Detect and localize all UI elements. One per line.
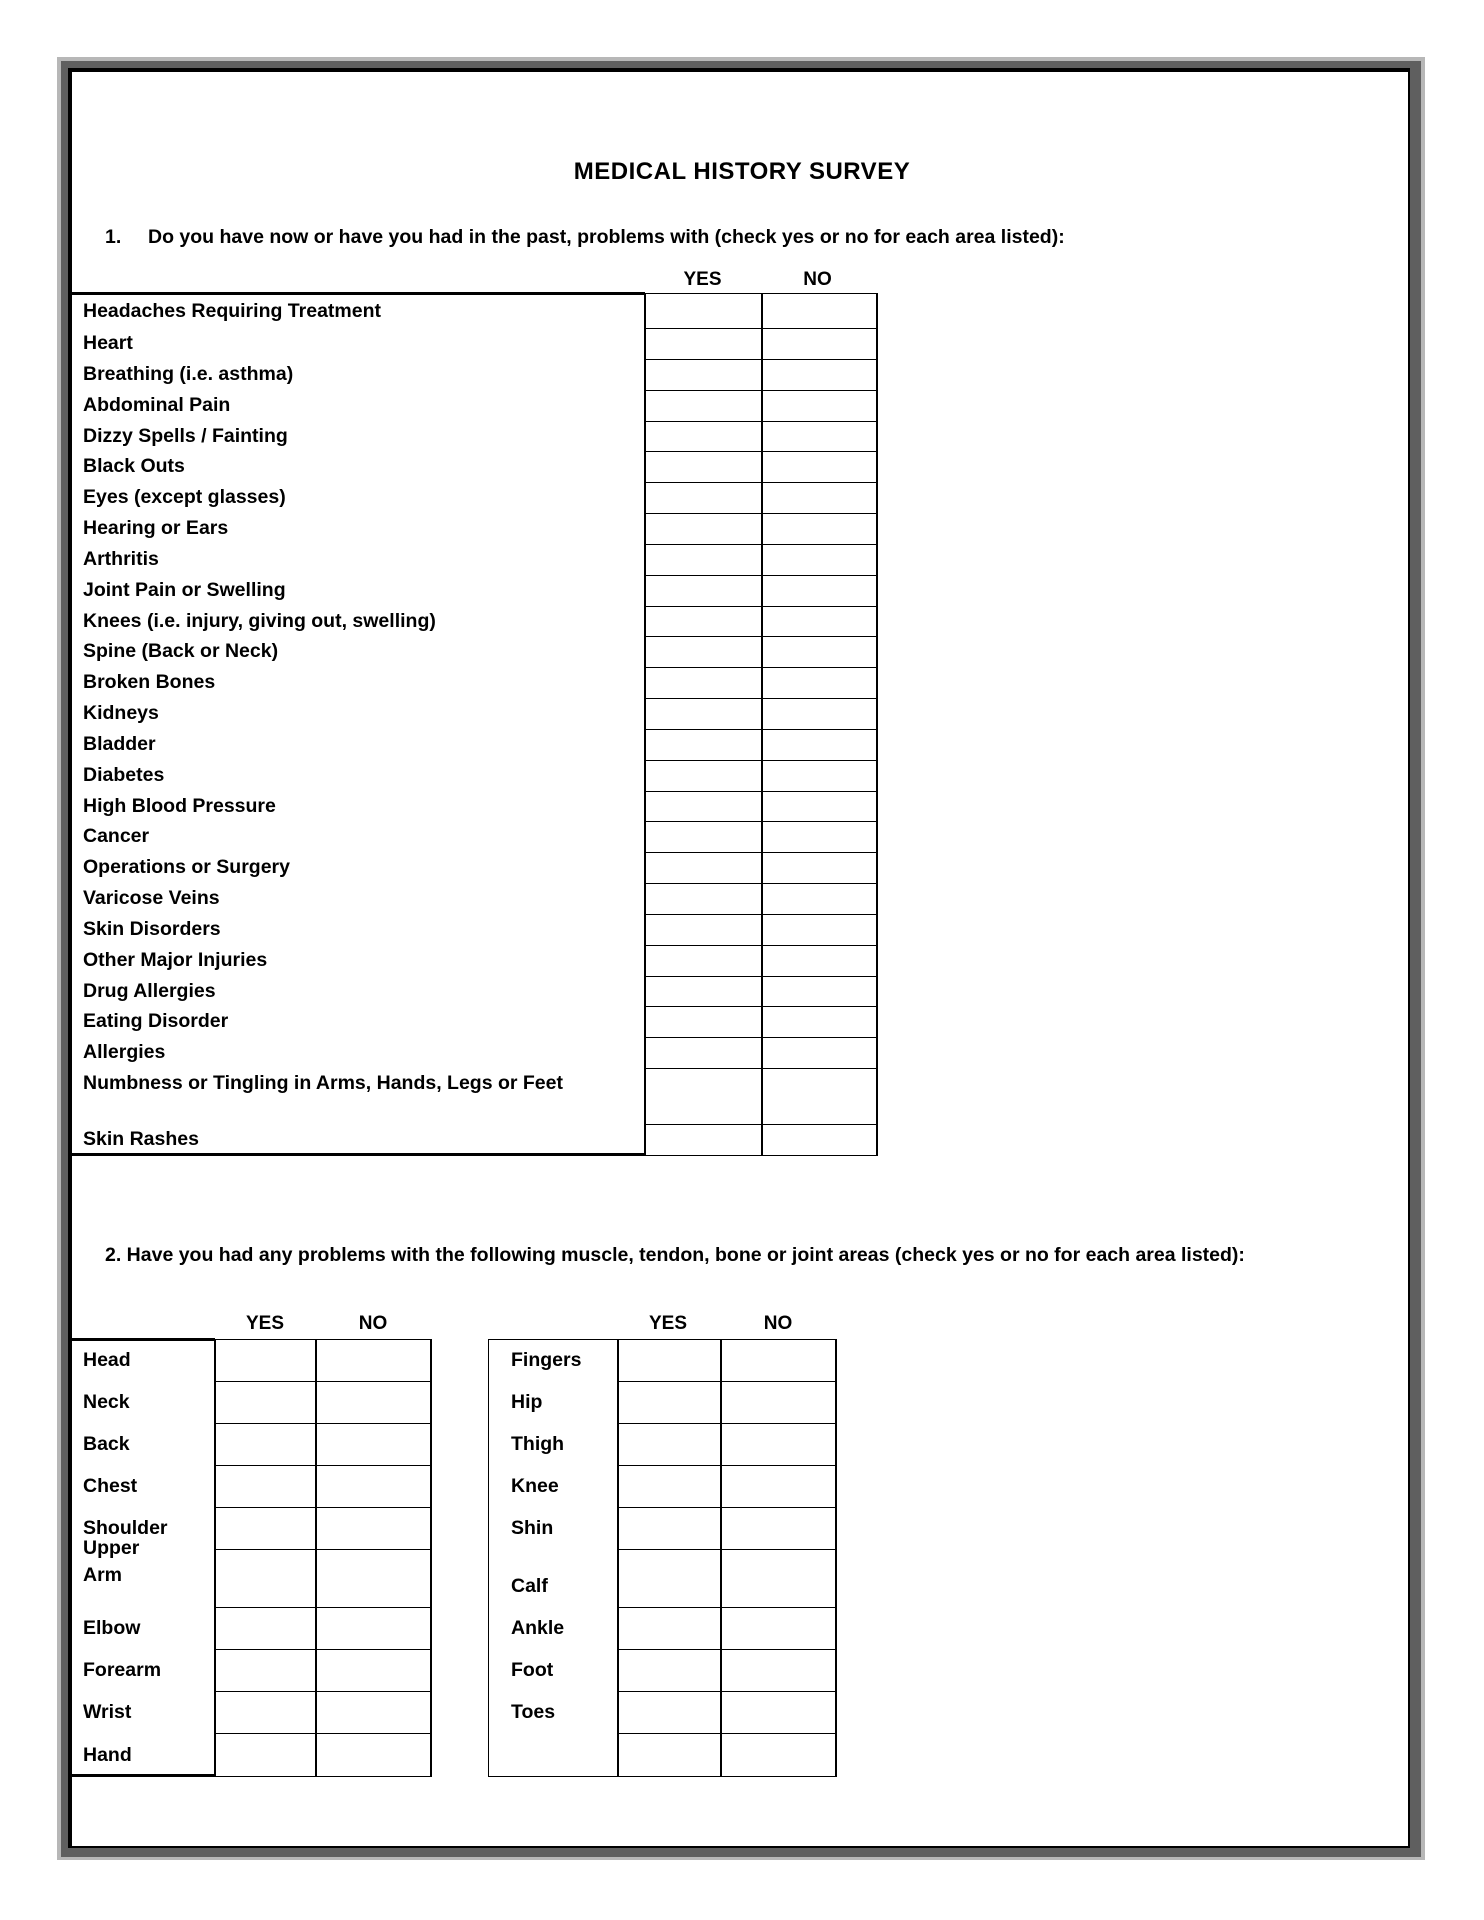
section1-item-label: Headaches Requiring Treatment [83, 300, 382, 322]
section1-row [644, 293, 878, 328]
section1-item-label: Arthritis [83, 547, 159, 570]
yes-checkbox[interactable] [644, 390, 761, 421]
section2-row [214, 1465, 432, 1507]
yes-checkbox[interactable] [644, 482, 761, 513]
section1-item-label: Spine (Back or Neck) [83, 640, 279, 663]
no-checkbox[interactable] [315, 1607, 432, 1649]
no-checkbox[interactable] [761, 729, 878, 760]
section2-row [214, 1381, 432, 1423]
section2-question: 2. Have you had any problems with the following muscle, tendon, bone or joint areas (check yes or no for each area listed): [105, 1244, 1245, 1266]
section1-item-label: Drug Allergies [83, 979, 216, 1002]
section2-item-label: Elbow [83, 1617, 141, 1639]
section1-row [644, 606, 878, 637]
yes-checkbox[interactable] [617, 1465, 720, 1507]
no-checkbox[interactable] [761, 667, 878, 698]
no-checkbox[interactable] [761, 976, 878, 1007]
section2-grid-bottom-line [617, 1776, 837, 1777]
no-checkbox[interactable] [761, 791, 878, 822]
section1-row [644, 976, 878, 1007]
section2-row [214, 1607, 432, 1649]
section2-item-label: Neck [83, 1391, 130, 1413]
section1-item-label: Dizzy Spells / Fainting [83, 424, 288, 447]
yes-checkbox[interactable] [644, 667, 761, 698]
no-checkbox[interactable] [315, 1549, 432, 1607]
yes-checkbox[interactable] [644, 760, 761, 791]
yes-checkbox[interactable] [617, 1733, 720, 1776]
section1-row [644, 821, 878, 852]
yes-checkbox[interactable] [644, 729, 761, 760]
section1-item-label: Eyes (except glasses) [83, 486, 286, 509]
yes-checkbox[interactable] [617, 1691, 720, 1733]
yes-checkbox[interactable] [214, 1691, 315, 1733]
no-checkbox[interactable] [761, 606, 878, 637]
no-checkbox[interactable] [720, 1381, 837, 1423]
section1-item-label: Knees (i.e. injury, giving out, swelling) [83, 609, 436, 632]
yes-checkbox[interactable] [214, 1465, 315, 1507]
section2-item-label: Calf [511, 1575, 548, 1597]
no-checkbox[interactable] [761, 945, 878, 976]
section1-grid-bottom-line [644, 1155, 878, 1156]
yes-checkbox[interactable] [214, 1423, 315, 1465]
section1-item-label: Hearing or Ears [83, 517, 229, 540]
section2-row [617, 1549, 837, 1607]
section2-row [214, 1507, 432, 1549]
no-checkbox[interactable] [761, 852, 878, 883]
yes-checkbox[interactable] [644, 636, 761, 667]
section1-question [105, 226, 1065, 249]
section1-row [644, 667, 878, 698]
yes-checkbox[interactable] [617, 1649, 720, 1691]
yes-checkbox[interactable] [644, 359, 761, 390]
yes-checkbox[interactable] [644, 914, 761, 945]
yes-checkbox[interactable] [617, 1423, 720, 1465]
yes-checkbox[interactable] [644, 293, 761, 328]
yes-checkbox[interactable] [214, 1507, 315, 1549]
section1-row [644, 482, 878, 513]
yes-checkbox[interactable] [644, 791, 761, 822]
yes-checkbox[interactable] [644, 852, 761, 883]
no-checkbox[interactable] [761, 914, 878, 945]
no-checkbox[interactable] [315, 1507, 432, 1549]
section1-row [644, 760, 878, 791]
section2-item-label: Thigh [511, 1433, 565, 1455]
section1-row [644, 852, 878, 883]
no-checkbox[interactable] [761, 636, 878, 667]
section1-item-label: Numbness or Tingling in Arms, Hands, Legs or Feet [83, 1072, 563, 1095]
section2-item-label: Toes [511, 1701, 556, 1723]
section2-row [214, 1339, 432, 1381]
section1-item-label: Operations or Surgery [83, 856, 290, 879]
yes-checkbox[interactable] [644, 451, 761, 482]
section2-item-label: Upper Arm [83, 1537, 140, 1586]
no-checkbox[interactable] [761, 390, 878, 421]
section1-item-label: Heart [83, 332, 133, 354]
section1-number: 1. [105, 226, 122, 248]
section1-row [644, 359, 878, 390]
section1-row [644, 1124, 878, 1155]
section1-row [644, 791, 878, 822]
yes-checkbox[interactable] [644, 1068, 761, 1124]
yes-checkbox[interactable] [214, 1339, 315, 1381]
section2-row [214, 1423, 432, 1465]
section1-item-label: Skin Disorders [83, 917, 221, 940]
section1-item-label: Varicose Veins [83, 887, 220, 910]
no-checkbox[interactable] [761, 328, 878, 359]
no-checkbox[interactable] [761, 1068, 878, 1124]
section2-row [617, 1339, 837, 1381]
section1-question-text: Do you have now or have you had in the past, problems with (check yes or no for each area listed): [148, 226, 1065, 248]
section2-row [214, 1649, 432, 1691]
section1-row [644, 883, 878, 914]
section1-item-label: Broken Bones [83, 671, 216, 694]
no-checkbox[interactable] [761, 544, 878, 575]
section2-row [617, 1691, 837, 1733]
no-checkbox[interactable] [315, 1381, 432, 1423]
section2-item-label: Hand [83, 1744, 132, 1766]
section2-item-label: Wrist [83, 1701, 132, 1723]
section1-item-label: Skin Rashes [83, 1128, 199, 1151]
no-checkbox[interactable] [761, 1124, 878, 1155]
no-checkbox[interactable] [761, 1037, 878, 1068]
section2-row [617, 1733, 837, 1776]
yes-checkbox[interactable] [644, 328, 761, 359]
section2-item-label: Hip [511, 1391, 543, 1413]
section2-grid-bottom-line [214, 1776, 432, 1777]
section2-item-label: Back [83, 1433, 130, 1455]
yes-checkbox[interactable] [644, 421, 761, 452]
section2-item-label: Fingers [511, 1349, 582, 1371]
no-checkbox[interactable] [761, 698, 878, 729]
section2-row [617, 1507, 837, 1549]
no-checkbox[interactable] [720, 1733, 837, 1776]
no-checkbox[interactable] [315, 1339, 432, 1381]
section2-row [617, 1465, 837, 1507]
section1-row [644, 544, 878, 575]
no-checkbox[interactable] [720, 1339, 837, 1381]
yes-checkbox[interactable] [644, 1037, 761, 1068]
no-checkbox[interactable] [761, 760, 878, 791]
yes-checkbox[interactable] [214, 1549, 315, 1607]
yes-checkbox[interactable] [214, 1733, 315, 1776]
no-checkbox[interactable] [315, 1649, 432, 1691]
yes-checkbox[interactable] [644, 1124, 761, 1155]
section2-row [214, 1549, 432, 1607]
section1-item-label: Bladder [83, 732, 156, 755]
yes-checkbox[interactable] [617, 1381, 720, 1423]
section1-row [644, 513, 878, 544]
yes-checkbox[interactable] [617, 1339, 720, 1381]
section1-item-label: Kidneys [83, 702, 159, 725]
section1-row [644, 328, 878, 359]
section2-item-label: Foot [511, 1659, 554, 1681]
section2-item-label: Shin [511, 1517, 554, 1539]
no-checkbox[interactable] [761, 293, 878, 328]
section2-item-label: Knee [511, 1475, 559, 1497]
section2-right-col-yes: YES [648, 1313, 688, 1334]
no-checkbox[interactable] [720, 1549, 837, 1607]
section1-item-label: Allergies [83, 1041, 166, 1064]
section1-item-label: Black Outs [83, 455, 185, 478]
section1-row [644, 390, 878, 421]
no-checkbox[interactable] [720, 1607, 837, 1649]
section1-row [644, 914, 878, 945]
section2-right-col-no: NO [763, 1313, 793, 1334]
yes-checkbox[interactable] [644, 821, 761, 852]
section1-row [644, 421, 878, 452]
yes-checkbox[interactable] [644, 575, 761, 606]
no-checkbox[interactable] [720, 1423, 837, 1465]
section2-row [617, 1381, 837, 1423]
section2-left-col-no: NO [358, 1313, 388, 1334]
yes-checkbox[interactable] [214, 1381, 315, 1423]
yes-checkbox[interactable] [644, 976, 761, 1007]
no-checkbox[interactable] [761, 513, 878, 544]
section1-item-label: Breathing (i.e. asthma) [83, 362, 294, 385]
section1-item-label: Diabetes [83, 763, 165, 786]
section2-row [617, 1649, 837, 1691]
page-title: MEDICAL HISTORY SURVEY [573, 158, 911, 185]
section1-row [644, 729, 878, 760]
section2-row [617, 1607, 837, 1649]
section1-row [644, 698, 878, 729]
section2-row [617, 1423, 837, 1465]
section2-item-label: Head [83, 1349, 131, 1371]
no-checkbox[interactable] [315, 1733, 432, 1776]
yes-checkbox[interactable] [644, 698, 761, 729]
section1-item-label: High Blood Pressure [83, 794, 276, 817]
no-checkbox[interactable] [761, 575, 878, 606]
no-checkbox[interactable] [720, 1649, 837, 1691]
section2-item-label: Shoulder [83, 1517, 168, 1539]
section1-col-no: NO [803, 269, 832, 290]
section2-item-label: Ankle [511, 1617, 565, 1639]
yes-checkbox[interactable] [644, 513, 761, 544]
section1-item-label: Other Major Injuries [83, 948, 268, 971]
no-checkbox[interactable] [761, 821, 878, 852]
no-checkbox[interactable] [761, 451, 878, 482]
section1-row [644, 451, 878, 482]
yes-checkbox[interactable] [644, 883, 761, 914]
yes-checkbox[interactable] [214, 1607, 315, 1649]
yes-checkbox[interactable] [644, 606, 761, 637]
yes-checkbox[interactable] [644, 945, 761, 976]
yes-checkbox[interactable] [644, 544, 761, 575]
section2-row [214, 1691, 432, 1733]
yes-checkbox[interactable] [214, 1649, 315, 1691]
section1-item-label: Joint Pain or Swelling [83, 578, 286, 601]
section1-row [644, 636, 878, 667]
section1-item-label: Cancer [83, 825, 150, 848]
no-checkbox[interactable] [720, 1465, 837, 1507]
no-checkbox[interactable] [761, 359, 878, 390]
yes-checkbox[interactable] [617, 1507, 720, 1549]
yes-checkbox[interactable] [617, 1549, 720, 1607]
section1-row [644, 945, 878, 976]
section2-item-label: Chest [83, 1475, 138, 1497]
section1-row [644, 1068, 878, 1124]
no-checkbox[interactable] [761, 1006, 878, 1037]
no-checkbox[interactable] [720, 1507, 837, 1549]
yes-checkbox[interactable] [644, 1006, 761, 1037]
no-checkbox[interactable] [761, 883, 878, 914]
section1-row [644, 575, 878, 606]
section1-row [644, 1006, 878, 1037]
no-checkbox[interactable] [315, 1465, 432, 1507]
yes-checkbox[interactable] [617, 1607, 720, 1649]
section2-item-label: Forearm [83, 1659, 162, 1681]
section1-row [644, 1037, 878, 1068]
no-checkbox[interactable] [761, 482, 878, 513]
no-checkbox[interactable] [315, 1423, 432, 1465]
section1-item-label: Eating Disorder [83, 1010, 229, 1033]
section2-left-col-yes: YES [245, 1313, 285, 1334]
section2-row [214, 1733, 432, 1776]
section1-item-label: Abdominal Pain [83, 393, 231, 416]
no-checkbox[interactable] [720, 1691, 837, 1733]
no-checkbox[interactable] [315, 1691, 432, 1733]
section1-col-yes: YES [683, 269, 722, 290]
no-checkbox[interactable] [761, 421, 878, 452]
